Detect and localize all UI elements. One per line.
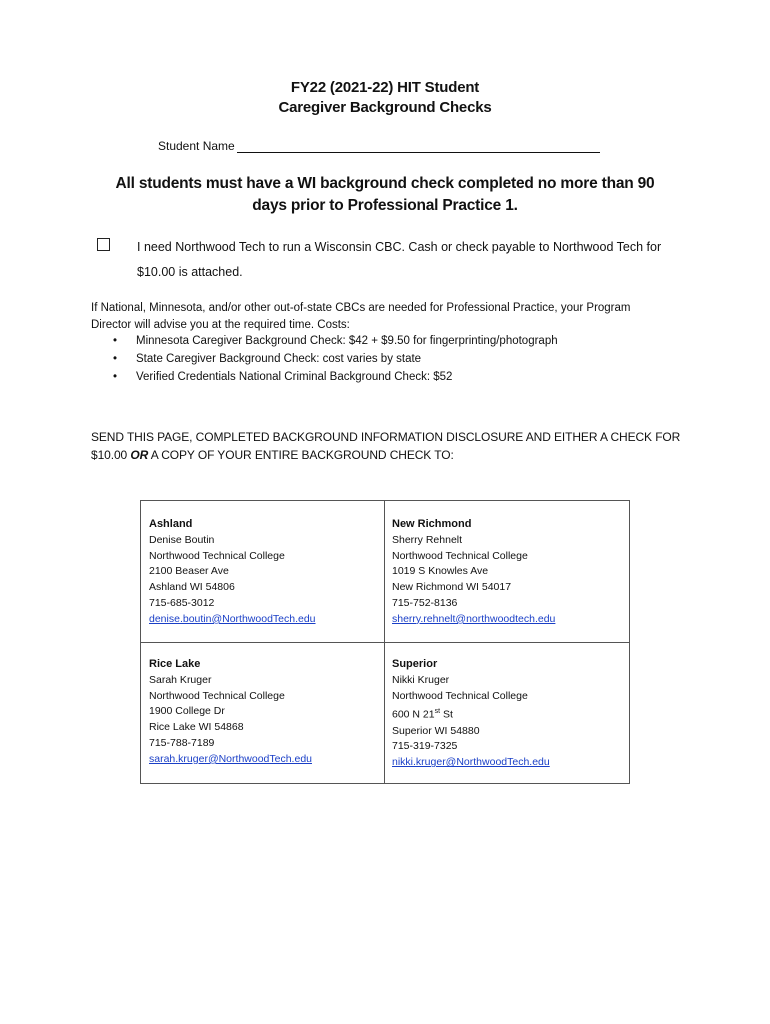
send-text-part-2: A COPY OF YOUR ENTIRE BACKGROUND CHECK TO: [148, 448, 454, 462]
out-of-state-note: If National, Minnesota, and/or other out-of-state CBCs are needed for Professional Practice, your Program Director will advise you at the required time. Costs: [91, 302, 631, 331]
contact-org: Northwood Technical College [149, 689, 285, 702]
table-divider-vertical [384, 501, 385, 783]
contact-phone: 715-685-3012 [149, 596, 215, 609]
contact-cell-ashland [149, 517, 379, 628]
contact-org: Northwood Technical College [149, 549, 285, 562]
contact-city: Superior WI 54880 [392, 724, 480, 737]
contact-email-link[interactable]: nikki.kruger@NorthwoodTech.edu [392, 756, 550, 769]
bullet-icon: • [113, 371, 118, 383]
contact-city: Ashland WI 54806 [149, 581, 235, 594]
contact-cell-rice-lake [149, 657, 379, 768]
requirement-line-1: All students must have a WI background check completed no more than 90 [115, 175, 655, 192]
student-name-label: Student Name [158, 139, 235, 153]
contact-phone: 715-319-7325 [392, 740, 458, 753]
page-title-line-2: Caregiver Background Checks [278, 99, 492, 116]
contact-street [392, 704, 622, 723]
contact-name: Sherry Rehnelt [392, 533, 463, 546]
contact-cell-superior [392, 657, 622, 771]
campus-name: Superior [392, 658, 438, 670]
street-number: 600 N 21 [392, 708, 435, 721]
page-title-line-1: FY22 (2021-22) HIT Student [290, 79, 480, 96]
contact-cell-new-richmond [392, 517, 622, 628]
send-or-emphasis: OR [130, 448, 149, 462]
cost-item-national: Verified Credentials National Criminal Background Check: $52 [136, 371, 453, 383]
campus-name: New Richmond [392, 518, 472, 530]
table-divider-horizontal [141, 642, 629, 643]
cost-item-state: State Caregiver Background Check: cost varies by state [136, 353, 422, 365]
contact-name: Sarah Kruger [149, 673, 212, 686]
send-instructions [91, 428, 691, 464]
campus-name: Ashland [149, 518, 193, 530]
contact-phone: 715-788-7189 [149, 736, 215, 749]
street-suffix: St [440, 708, 453, 721]
contact-email-link[interactable]: sherry.rehnelt@northwoodtech.edu [392, 612, 556, 625]
student-name-field[interactable] [237, 138, 600, 153]
cost-item-minnesota: Minnesota Caregiver Background Check: $42 + $9.50 for fingerprinting/photograph [136, 335, 558, 347]
contact-phone: 715-752-8136 [392, 596, 458, 609]
street-ordinal: st [434, 708, 441, 716]
contact-city: Rice Lake WI 54868 [149, 721, 244, 734]
contact-email-link[interactable]: denise.boutin@NorthwoodTech.edu [149, 612, 316, 625]
contact-org: Northwood Technical College [392, 549, 528, 562]
contact-street: 2100 Beaser Ave [149, 565, 229, 578]
contact-name: Denise Boutin [149, 533, 215, 546]
contact-street: 1019 S Knowles Ave [392, 565, 489, 578]
campus-name: Rice Lake [149, 658, 201, 670]
contact-name: Nikki Kruger [392, 673, 450, 686]
bullet-icon: • [113, 335, 118, 347]
send-text-part-1: SEND THIS PAGE, COMPLETED BACKGROUND INFORMATION DISCLOSURE AND EITHER A CHECK FOR $10.00 [91, 430, 681, 462]
contact-org: Northwood Technical College [392, 689, 528, 702]
wisconsin-cbc-checkbox[interactable] [97, 238, 110, 251]
bullet-icon: • [113, 353, 118, 365]
contact-email-link[interactable]: sarah.kruger@NorthwoodTech.edu [149, 752, 312, 765]
student-name-row [158, 138, 600, 153]
campus-contacts-table [140, 500, 630, 784]
contact-street: 1900 College Dr [149, 705, 225, 718]
requirement-line-2: days prior to Professional Practice 1. [252, 197, 518, 214]
contact-city: New Richmond WI 54017 [392, 581, 512, 594]
wisconsin-cbc-option-text: I need Northwood Tech to run a Wisconsin CBC. Cash or check payable to Northwood Tech for $10.00 is attached. [137, 240, 662, 279]
